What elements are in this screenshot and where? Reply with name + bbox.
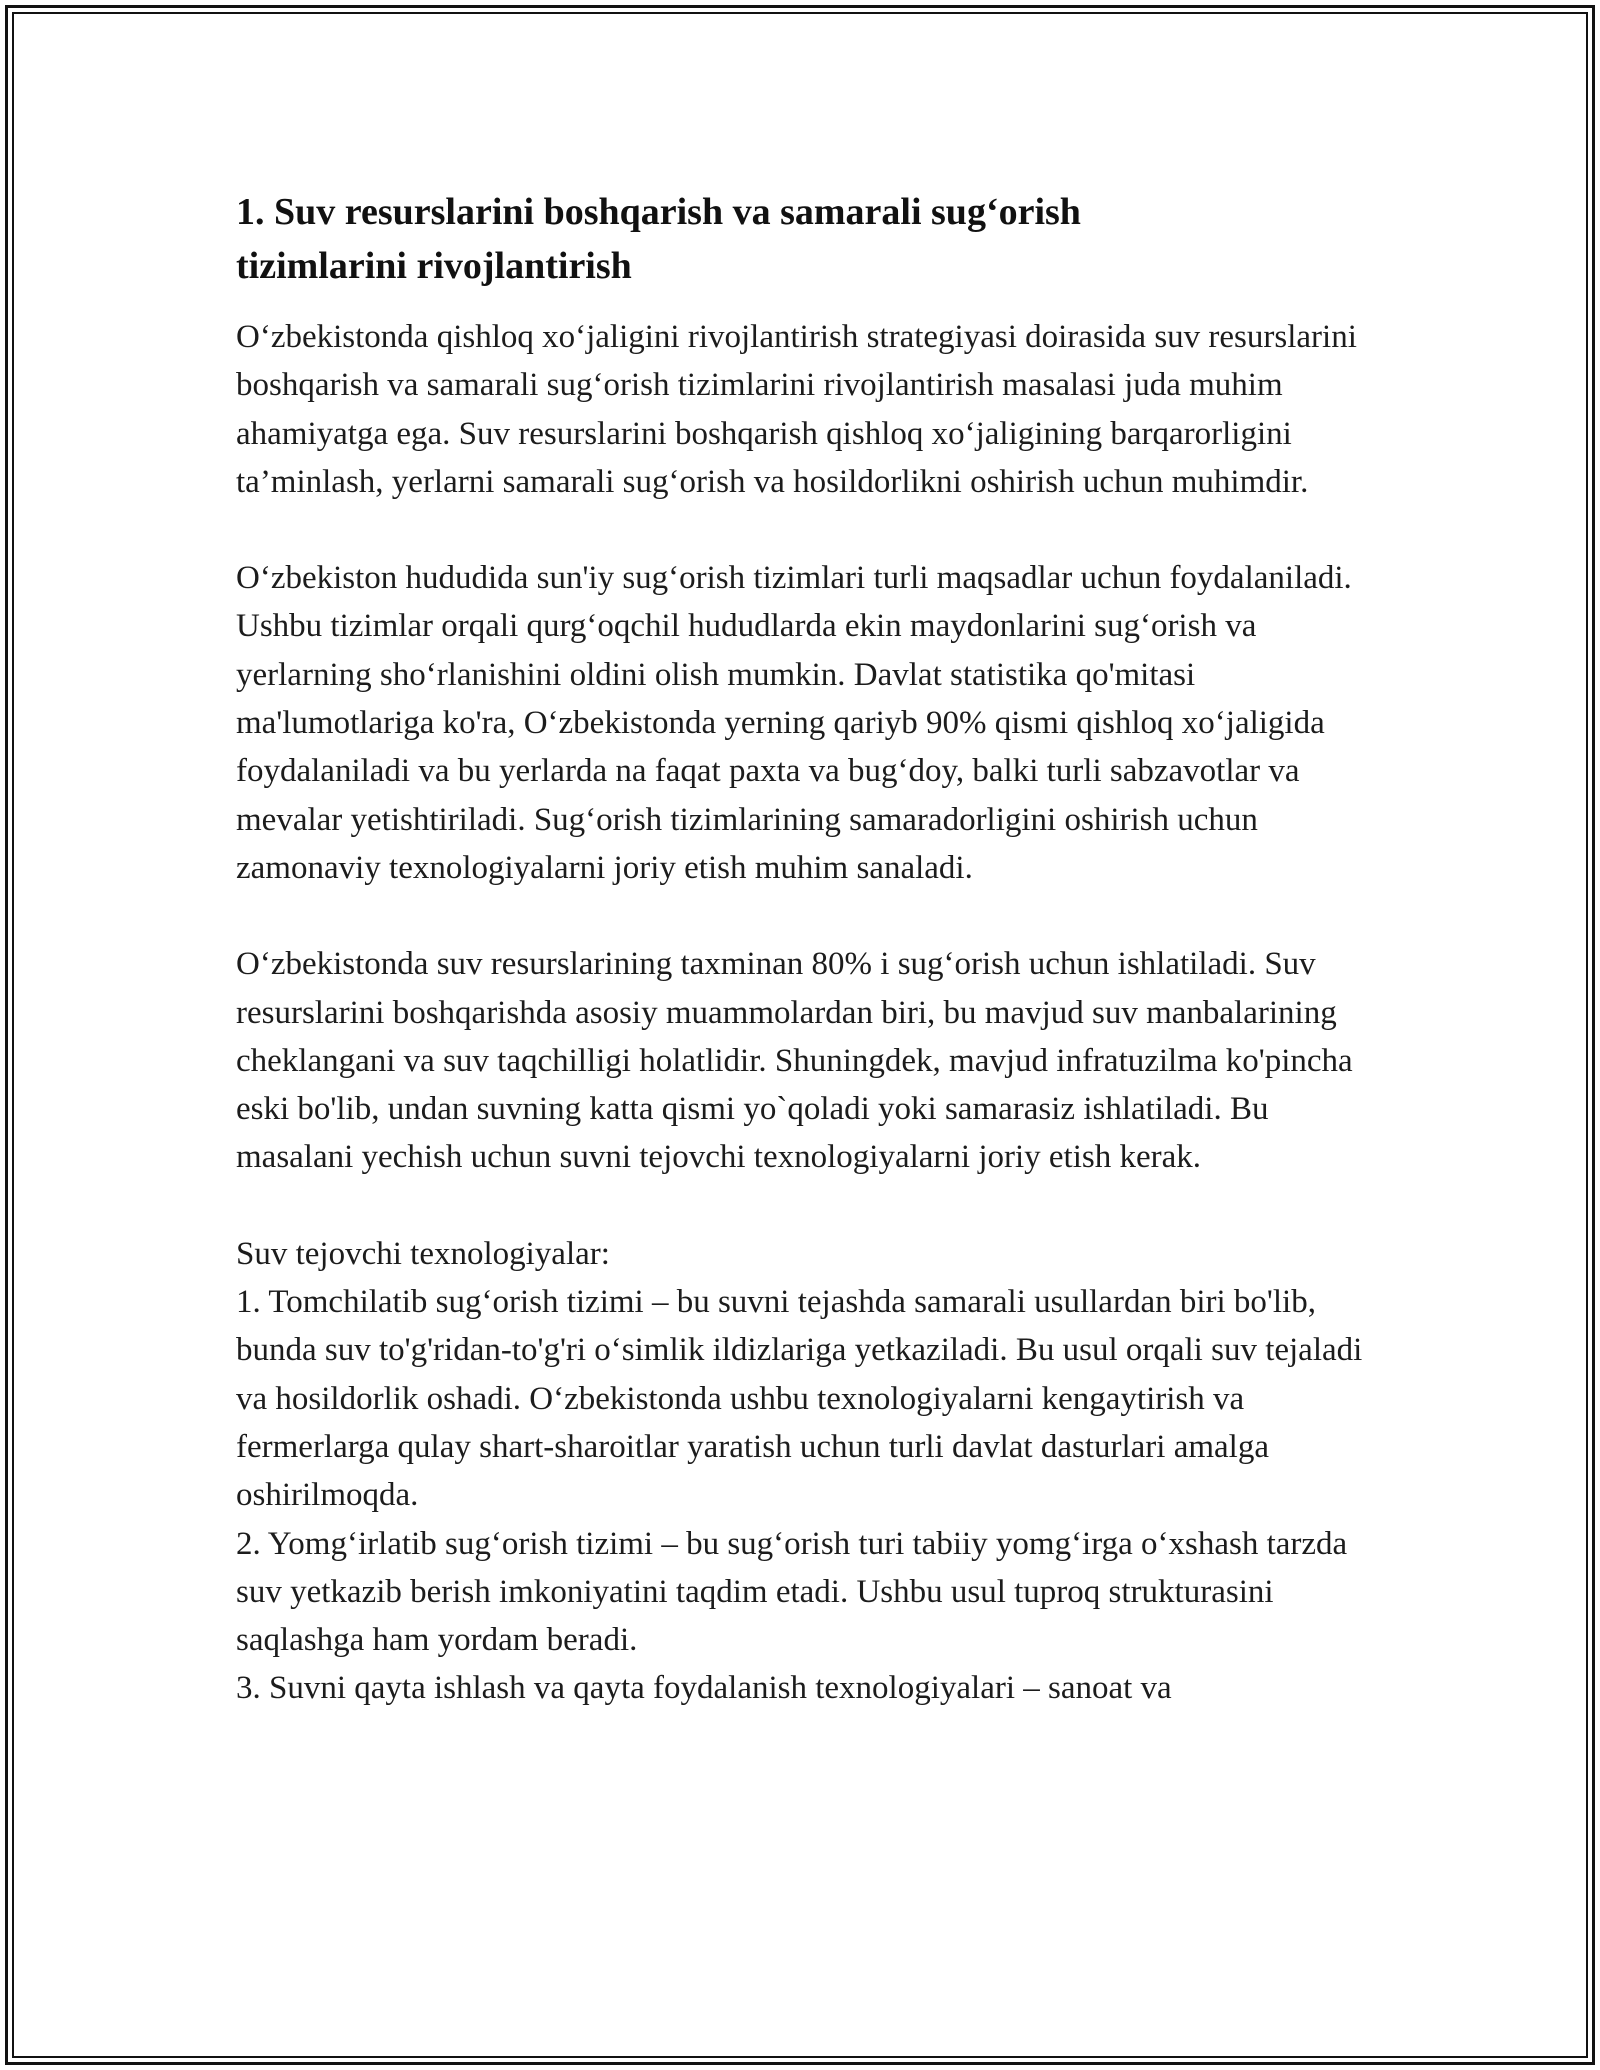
paragraph-irrigation-systems: O‘zbekiston hududida sun'iy sug‘orish tizimlari turli maqsadlar uchun foydalaniladi. Ushbu tizimlar orqali qurg‘oqchil hududlarda ekin maydonlarini sug‘orish va yerlarning sho‘rlanishini oldini olish mumkin. Davlat statistika qo'mitasi ma'lumotlariga ko'ra, O‘zbekistonda yerning qariyb 90% qismi qishloq xo‘jaligida foydalaniladi va bu yerlarda na faqat paxta va bug‘doy, balki turli sabzavotlar va mevalar yetishtiriladi. Sug‘orish tizimlarining samaradorligini oshirish uchun zamonaviy texnologiyalarni joriy etish muhim sanaladi. — [236, 560, 1352, 886]
paragraph-spacer — [236, 506, 1386, 554]
list-item-drip-irrigation: 1. Tomchilatib sug‘orish tizimi – bu suvni tejashda samarali usullardan biri bo'lib, bunda suv to'g'ridan-to'g'ri o‘simlik ildizlariga yetkaziladi. Bu usul orqali suv tejaladi va hosildorlik oshadi. O‘zbekistonda ushbu texnologiyalarni kengaytirish va fermerlarga qulay shart-sharoitlar yaratish uchun turli davlat dasturlari amalga oshirilmoqda. — [236, 1284, 1363, 1514]
list-item-sprinkler-irrigation: 2. Yomg‘irlatib sug‘orish tizimi – bu sug‘orish turi tabiiy yomg‘irga o‘xshash tarzda suv yetkazib berish imkoniyatini taqdim etadi. Ushbu usul tuproq strukturasini saqlashga ham yordam beradi. — [236, 1525, 1348, 1659]
paragraph-intro: O‘zbekistonda qishloq xo‘jaligini rivojlantirish strategiyasi doirasida suv resurslarini boshqarish va samarali sug‘orish tizimlarini rivojlantirish masalasi juda muhim ahamiyatga ega. Suv resurslarini boshqarish qishloq xo‘jaligining barqarorligini ta’minlash, yerlarni samarali sug‘orish va hosildorlikni oshirish uchun muhimdir. — [236, 319, 1357, 500]
section-title: 1. Suv resurslarini boshqarish va samarali sug‘orish tizimlarini rivojlantirish — [236, 191, 1081, 287]
document-body — [236, 185, 1386, 1713]
list-heading: Suv tejovchi texnologiyalar: — [236, 1235, 610, 1272]
list-item-water-recycling: 3. Suvni qayta ishlash va qayta foydalanish texnologiyalari – sanoat va — [236, 1670, 1172, 1707]
paragraph-spacer — [236, 1182, 1386, 1230]
paragraph-spacer — [236, 892, 1386, 940]
paragraph-water-usage: O‘zbekistonda suv resurslarining taxminan 80% i sug‘orish uchun ishlatiladi. Suv resurslarini boshqarishda asosiy muammolardan biri, bu mavjud suv manbalarining cheklangani va suv taqchilligi holatlidir. Shuningdek, mavjud infratuzilma ko'pincha eski bo'lib, undan suvning katta qismi yo`qoladi yoki samarasiz ishlatiladi. Bu masalani yechish uchun suvni tejovchi texnologiyalarni joriy etish kerak. — [236, 946, 1353, 1176]
